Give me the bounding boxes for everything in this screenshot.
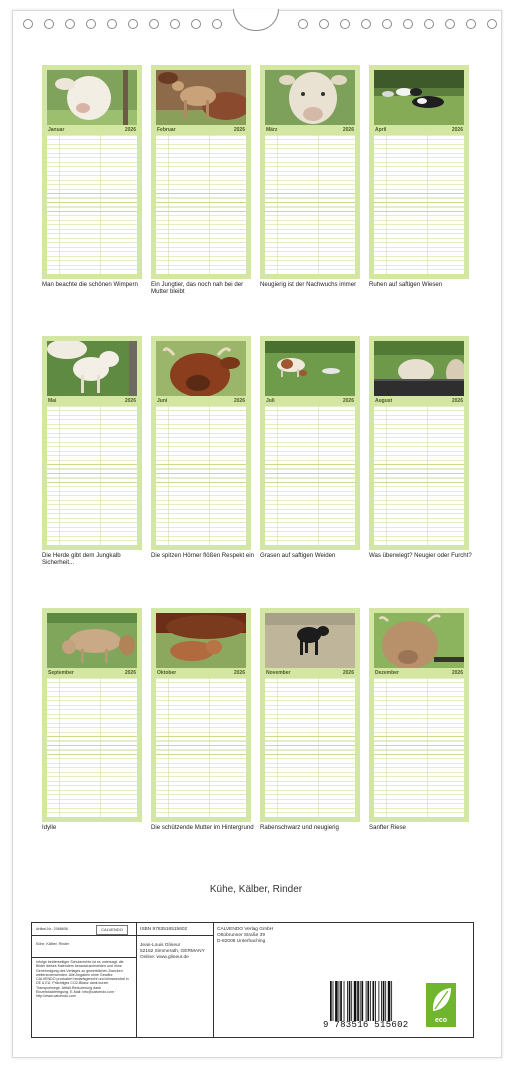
month-header — [374, 126, 464, 134]
binding-hole — [128, 19, 138, 29]
binding-hole — [361, 19, 371, 29]
month-year: 2026 — [342, 398, 354, 404]
month-caption: Was überwiegt? Neugier oder Furcht? — [369, 552, 472, 559]
author-address: 52152 Simmerath, GERMANY — [140, 949, 205, 954]
binding-hole — [212, 19, 222, 29]
binding-hole — [149, 19, 159, 29]
month-year: 2026 — [342, 670, 354, 676]
month-2 — [151, 65, 251, 295]
eco-label — [426, 983, 456, 1027]
month-year: 2026 — [451, 127, 463, 133]
month-photo — [374, 613, 464, 668]
month-6 — [151, 336, 254, 559]
month-caption: Ein Jungtier, das noch nah bei der Mutter bleibt — [151, 281, 244, 295]
day-grid — [265, 678, 355, 817]
month-caption: Die schützende Mutter im Hintergrund — [151, 824, 254, 831]
month-header — [47, 126, 137, 134]
month-photo — [265, 341, 355, 396]
month-name: Juli — [266, 398, 275, 404]
month-name: Juni — [157, 398, 168, 404]
month-name: Oktober — [157, 670, 177, 676]
month-header — [47, 669, 137, 677]
month-header — [47, 397, 137, 405]
day-grid — [265, 406, 355, 545]
imprint-box — [31, 922, 474, 1038]
month-3 — [260, 65, 360, 288]
month-5 — [42, 336, 142, 566]
month-header — [265, 126, 355, 134]
imprint-col-middle — [136, 923, 214, 1037]
month-photo — [265, 613, 355, 668]
day-grid — [374, 135, 464, 274]
month-name: November — [266, 670, 291, 676]
month-year: 2026 — [451, 398, 463, 404]
month-photo — [156, 341, 246, 396]
binding-hole — [466, 19, 476, 29]
month-caption: Die Herde gibt dem Jungkalb Sicherheit... — [42, 552, 121, 566]
month-year: 2026 — [124, 127, 136, 133]
binding-hole — [403, 19, 413, 29]
month-year: 2026 — [233, 670, 245, 676]
day-grid — [156, 406, 246, 545]
imprint-col-publisher — [213, 923, 325, 1037]
month-caption: Neugierig ist der Nachwuchs immer — [260, 281, 357, 288]
day-grid — [47, 406, 137, 545]
binding-hole — [319, 19, 329, 29]
month-4 — [369, 65, 469, 288]
month-year: 2026 — [124, 670, 136, 676]
binding-hole — [487, 19, 497, 29]
month-name: Dezember — [375, 670, 399, 676]
month-name: Februar — [157, 127, 176, 133]
month-caption: Man beachte die schönen Wimpern — [42, 281, 138, 288]
month-7 — [260, 336, 360, 559]
legal-text: Infolge beiderseitiger Schutzrechte ist es untersagt, die Bilder dieses Kalenders herauszuschneiden und ohne Genehmigung des Verlages zu gewerblichen Zwecken weiterzuverwenden. Alle Angaben ohne Gewähr. CALVENDO produziert bedarfsgerecht und klimaneutral in DE & EU. Prächtiges CO2-Bilanz dank kurzer Transportwege. Abfall-Reduzierung dank Einzelstückfertigung. E-Mail: info@calvendo.com · http://www.calvendo.com — [36, 960, 129, 999]
binding-hole — [65, 19, 75, 29]
month-name: März — [266, 127, 278, 133]
binding-hole — [107, 19, 117, 29]
imprint-col-left — [32, 923, 137, 1037]
month-header — [156, 126, 246, 134]
calendar-title: Kühe, Kälber, Rinder — [209, 884, 303, 895]
month-name: August — [375, 398, 393, 404]
month-year: 2026 — [124, 398, 136, 404]
day-grid — [374, 406, 464, 545]
month-11 — [260, 608, 360, 831]
binding-hole — [86, 19, 96, 29]
binding-hole — [191, 19, 201, 29]
month-year: 2026 — [342, 127, 354, 133]
month-header — [265, 669, 355, 677]
binding-hole — [445, 19, 455, 29]
month-header — [156, 397, 246, 405]
month-name: September — [48, 670, 74, 676]
month-photo — [47, 341, 137, 396]
publisher-street: Ottobrunner Straße 39 — [217, 933, 265, 938]
binding-hole — [23, 19, 33, 29]
day-grid — [156, 678, 246, 817]
publisher-name: CALVENDO Verlag GmbH — [217, 927, 274, 932]
month-name: Mai — [48, 398, 57, 404]
author-name: Jean-Louis Glineur — [140, 943, 181, 948]
publisher-logo: CALVENDO — [96, 925, 128, 935]
title-small: Kühe, Kälber, Rinder — [36, 942, 70, 946]
month-photo — [265, 70, 355, 125]
binding-hole — [44, 19, 54, 29]
month-year: 2026 — [451, 670, 463, 676]
month-name: Januar — [48, 127, 65, 133]
month-8 — [369, 336, 472, 559]
month-photo — [374, 341, 464, 396]
day-grid — [374, 678, 464, 817]
month-12 — [369, 608, 469, 831]
binding-hole — [382, 19, 392, 29]
month-photo — [47, 70, 137, 125]
month-header — [374, 669, 464, 677]
month-header — [374, 397, 464, 405]
month-name: April — [375, 127, 387, 133]
month-9 — [42, 608, 142, 831]
month-caption: Rabenschwarz und neugierig — [260, 824, 339, 831]
day-grid — [47, 135, 137, 274]
day-grid — [47, 678, 137, 817]
month-photo — [47, 613, 137, 668]
month-year: 2026 — [233, 127, 245, 133]
month-caption: Sanfter Riese — [369, 824, 406, 831]
month-header — [156, 669, 246, 677]
day-grid — [156, 135, 246, 274]
month-caption: Ruhen auf saftigen Wiesen — [369, 281, 443, 288]
barcode — [330, 981, 414, 1021]
binding-hole — [340, 19, 350, 29]
month-1 — [42, 65, 142, 288]
month-10 — [151, 608, 254, 831]
binding-hole — [298, 19, 308, 29]
barcode-number: 9 783516 515602 — [323, 1020, 409, 1030]
month-header — [265, 397, 355, 405]
binding-hole — [424, 19, 434, 29]
article-number: Artikel-Nr.: 2068606 — [36, 927, 68, 931]
month-year: 2026 — [233, 398, 245, 404]
leaf-icon — [426, 983, 456, 1017]
binding-hole — [170, 19, 180, 29]
month-caption: Die spitzen Hörner flößen Respekt ein — [151, 552, 254, 559]
month-photo — [156, 70, 246, 125]
author-online: Online: www.glineur.de — [140, 955, 189, 960]
month-photo — [156, 613, 246, 668]
isbn: ISBN 9783516515602 — [140, 927, 188, 932]
month-photo — [374, 70, 464, 125]
day-grid — [265, 135, 355, 274]
month-caption: Grasen auf saftigen Weiden — [260, 552, 336, 559]
publisher-city: D-82008 Unterhaching — [217, 939, 266, 944]
month-caption: Idylle — [42, 824, 57, 831]
eco-label-text: eco — [434, 1017, 448, 1024]
